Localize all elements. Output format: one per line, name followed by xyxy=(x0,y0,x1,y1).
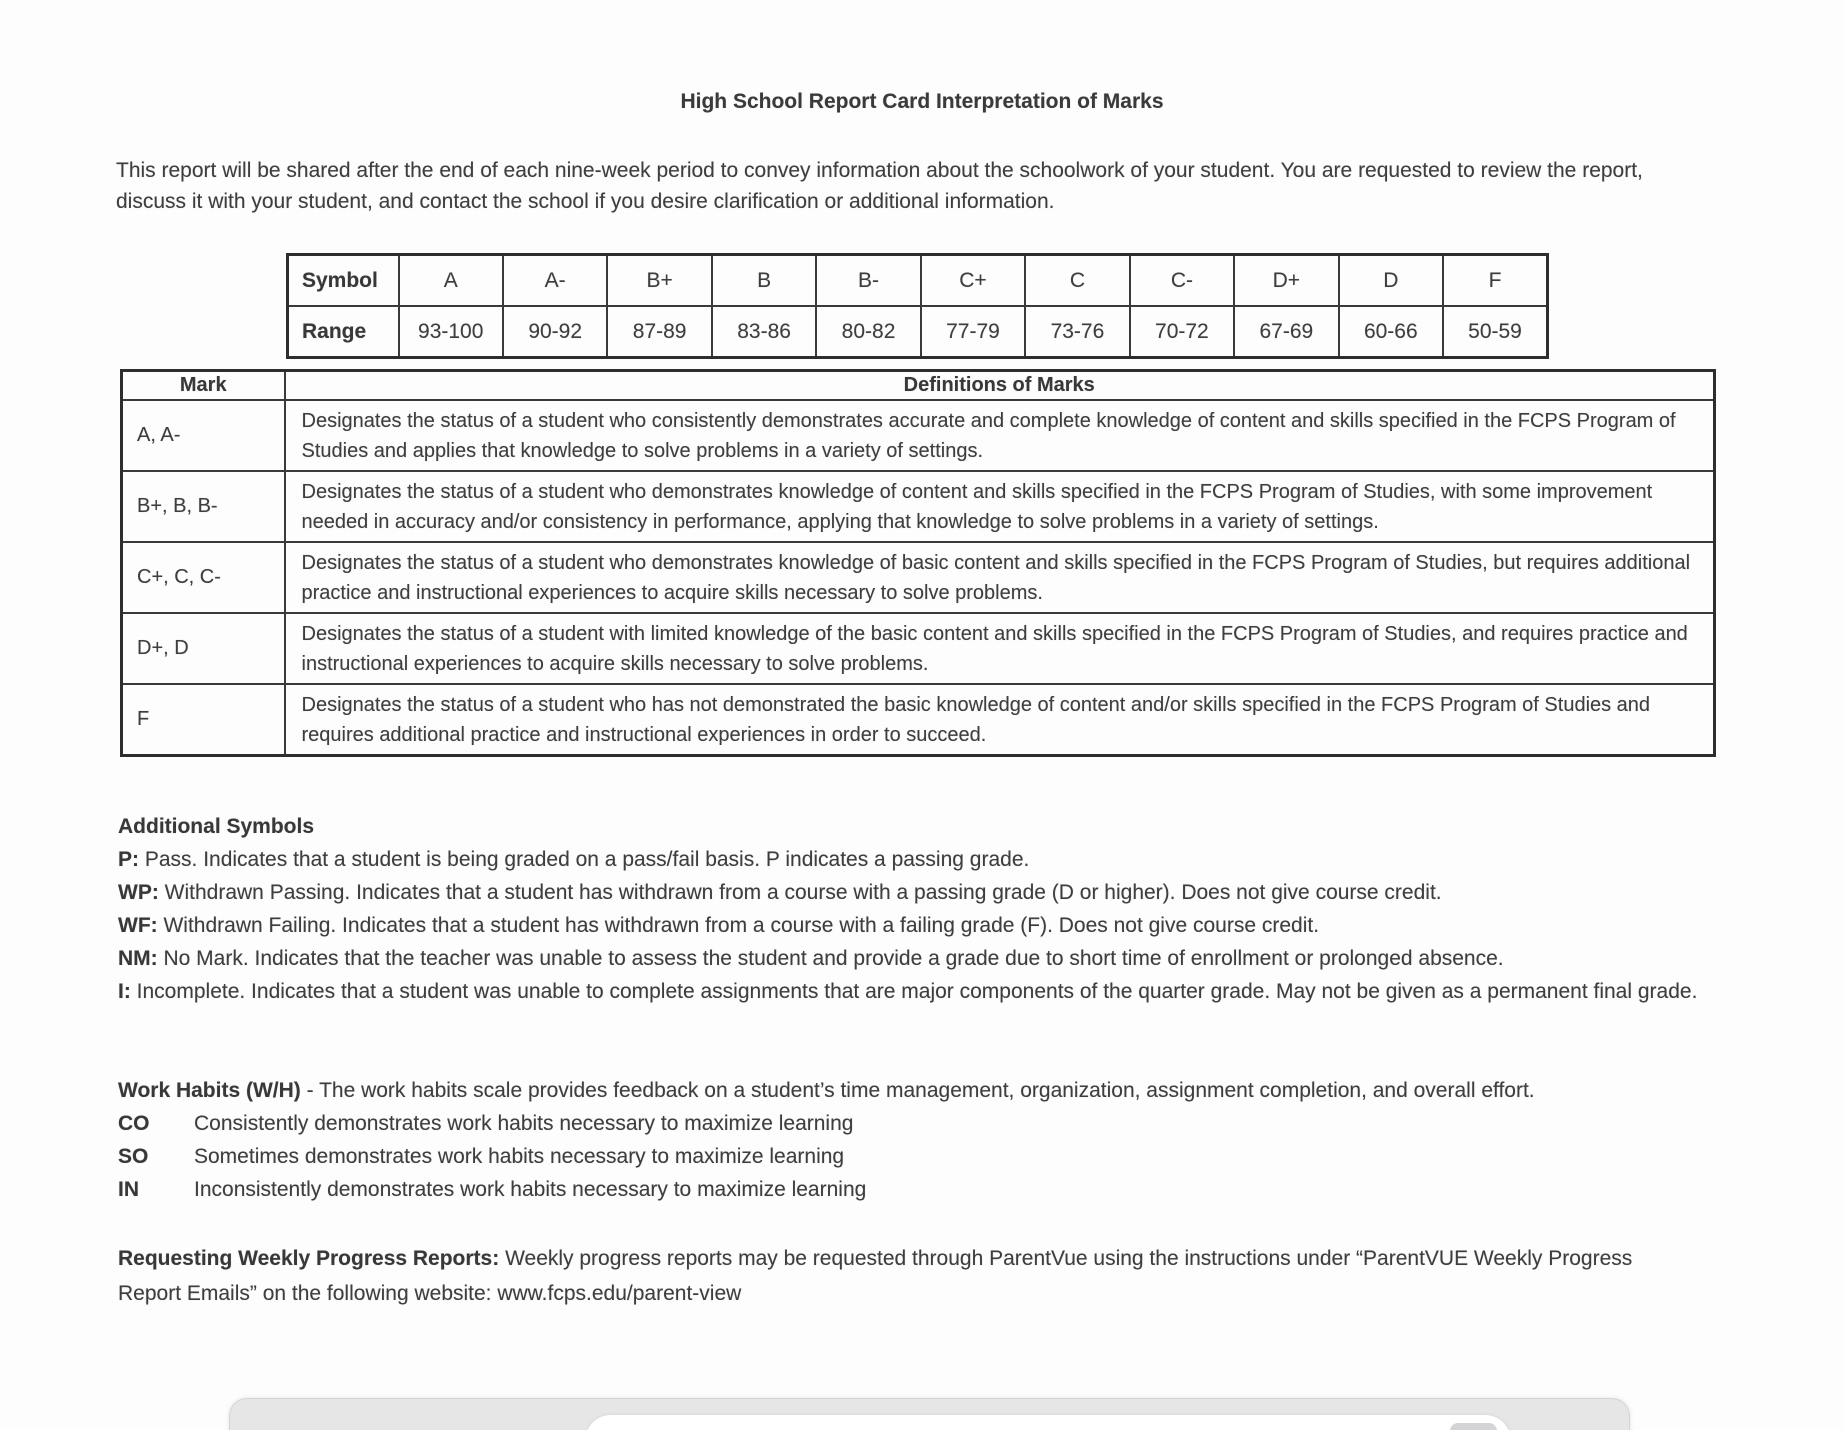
grade-range-row xyxy=(288,306,1548,358)
toolbar-inner-panel xyxy=(585,1415,1511,1430)
symbol-definition-line xyxy=(118,909,1718,942)
grade-symbol-cell: B+ xyxy=(607,255,711,307)
grade-range-cell: 73-76 xyxy=(1025,306,1129,358)
symbol-code: NM: xyxy=(118,947,158,970)
grade-symbol-cell: D xyxy=(1339,255,1443,307)
work-habit-text: Sometimes demonstrates work habits necessary to maximize learning xyxy=(194,1145,845,1168)
intro-paragraph: This report will be shared after the end of each nine-week period to convey information about the schoolwork of your student. You are requested to review the report, discuss it with your student, and contact the school if you desire clarification or additional information. xyxy=(116,159,1643,213)
grade-symbol-cell: F xyxy=(1443,255,1547,307)
work-habit-line xyxy=(118,1140,1718,1173)
progress-reports-section xyxy=(118,1241,1698,1311)
grade-range-cell: 90-92 xyxy=(503,306,607,358)
grade-range-cell: 80-82 xyxy=(816,306,920,358)
work-habit-code: IN xyxy=(118,1178,139,1201)
work-habits-heading-rest: - The work habits scale provides feedback on a student’s time management, organization, assignment completion, and overall effort. xyxy=(300,1079,1535,1102)
page-title: High School Report Card Interpretation of Marks xyxy=(680,90,1164,113)
table-row xyxy=(122,471,1715,542)
symbol-definition-line xyxy=(118,876,1718,909)
mark-cell: C+, C, C- xyxy=(122,542,285,613)
symbol-code: P: xyxy=(118,848,139,871)
grade-range-cell: 93-100 xyxy=(399,306,503,358)
symbol-text: Withdrawn Failing. Indicates that a student has withdrawn from a course with a failing grade (F). Does not give course credit. xyxy=(157,914,1320,937)
grade-symbol-cell: B xyxy=(712,255,816,307)
additional-symbols-section xyxy=(118,810,1718,1008)
mark-cell: B+, B, B- xyxy=(122,471,285,542)
work-habit-line xyxy=(118,1173,1718,1206)
symbol-definition-line xyxy=(118,942,1718,975)
grade-symbol-cell: D+ xyxy=(1234,255,1338,307)
floating-toolbar xyxy=(229,1398,1630,1430)
definition-cell: Designates the status of a student who consistently demonstrates accurate and complete knowledge of content and skills specified in the FCPS Program of Studies and applies that knowledge to solve problems in a variety of settings. xyxy=(285,400,1715,471)
work-habit-line xyxy=(118,1107,1718,1140)
definitions-header-row xyxy=(122,371,1715,401)
mark-cell: A, A- xyxy=(122,400,285,471)
symbol-code: WP: xyxy=(118,881,159,904)
grade-symbol-cell: C+ xyxy=(921,255,1025,307)
progress-reports-heading: Requesting Weekly Progress Reports: xyxy=(118,1247,500,1270)
mark-cell: D+, D xyxy=(122,613,285,684)
range-row-label: Range xyxy=(288,306,399,358)
table-row xyxy=(122,684,1715,756)
table-row xyxy=(122,542,1715,613)
grade-symbol-cell: A xyxy=(399,255,503,307)
grade-symbol-row xyxy=(288,255,1548,307)
mark-cell: F xyxy=(122,684,285,756)
grade-scale-table xyxy=(286,253,1549,359)
work-habits-section xyxy=(118,1074,1718,1206)
grade-range-cell: 70-72 xyxy=(1130,306,1234,358)
grade-range-cell: 87-89 xyxy=(607,306,711,358)
symbol-text: No Mark. Indicates that the teacher was unable to assess the student and provide a grade due to short time of enrollment or prolonged absence. xyxy=(157,947,1504,970)
grade-range-cell: 77-79 xyxy=(921,306,1025,358)
symbol-text: Incomplete. Indicates that a student was unable to complete assignments that are major components of the quarter grade. May not be given as a permanent final grade. xyxy=(130,980,1698,1003)
work-habit-code: SO xyxy=(118,1145,149,1168)
definition-cell: Designates the status of a student with limited knowledge of the basic content and skills specified in the FCPS Program of Studies, and requires practice and instructional experiences to acquire skills necessary to solve problems. xyxy=(285,613,1715,684)
definition-cell: Designates the status of a student who has not demonstrated the basic knowledge of content and/or skills specified in the FCPS Program of Studies and requires additional practice and instructional experiences in order to succeed. xyxy=(285,684,1715,756)
definition-cell: Designates the status of a student who demonstrates knowledge of basic content and skills specified in the FCPS Program of Studies, but requires additional practice and instructional experiences to acquire skills necessary to solve problems. xyxy=(285,542,1715,613)
symbol-row-label: Symbol xyxy=(288,255,399,307)
toolbar-handle-button[interactable] xyxy=(1450,1423,1497,1430)
grade-symbol-cell: A- xyxy=(503,255,607,307)
grade-symbol-cell: C xyxy=(1025,255,1129,307)
definition-cell: Designates the status of a student who demonstrates knowledge of content and skills specified in the FCPS Program of Studies, with some improvement needed in accuracy and/or consistency in performance, applying that knowledge to solve problems in a variety of settings. xyxy=(285,471,1715,542)
symbol-code: WF: xyxy=(118,914,158,937)
symbol-text: Pass. Indicates that a student is being graded on a pass/fail basis. P indicates a passing grade. xyxy=(139,848,1030,871)
work-habit-text: Consistently demonstrates work habits necessary to maximize learning xyxy=(194,1112,854,1135)
grade-range-cell: 83-86 xyxy=(712,306,816,358)
progress-reports-paragraph xyxy=(118,1241,1698,1311)
grade-symbol-cell: C- xyxy=(1130,255,1234,307)
symbol-code: I: xyxy=(118,980,131,1003)
definitions-column-header: Definitions of Marks xyxy=(285,371,1715,401)
grade-range-cell: 50-59 xyxy=(1443,306,1547,358)
symbol-definition-line xyxy=(118,843,1718,876)
mark-column-header: Mark xyxy=(122,371,285,401)
definitions-table xyxy=(120,369,1716,757)
table-row xyxy=(122,400,1715,471)
grade-range-cell: 60-66 xyxy=(1339,306,1443,358)
grade-symbol-cell: B- xyxy=(816,255,920,307)
grade-range-cell: 67-69 xyxy=(1234,306,1338,358)
symbol-text: Withdrawn Passing. Indicates that a student has withdrawn from a course with a passing grade (D or higher). Does not give course credit. xyxy=(158,881,1442,904)
symbol-definition-line xyxy=(118,975,1718,1008)
table-row xyxy=(122,613,1715,684)
additional-symbols-heading: Additional Symbols xyxy=(118,815,315,838)
work-habits-heading xyxy=(118,1074,1718,1107)
progress-reports-text: Weekly progress reports may be requested through ParentVue using the instructions under “ParentVUE Weekly Progress Report Emails” on the following website: www.fcps.edu/parent-view xyxy=(118,1247,1633,1305)
work-habit-text: Inconsistently demonstrates work habits necessary to maximize learning xyxy=(194,1178,867,1201)
work-habit-code: CO xyxy=(118,1112,150,1135)
work-habits-heading-bold: Work Habits (W/H) xyxy=(118,1079,301,1102)
